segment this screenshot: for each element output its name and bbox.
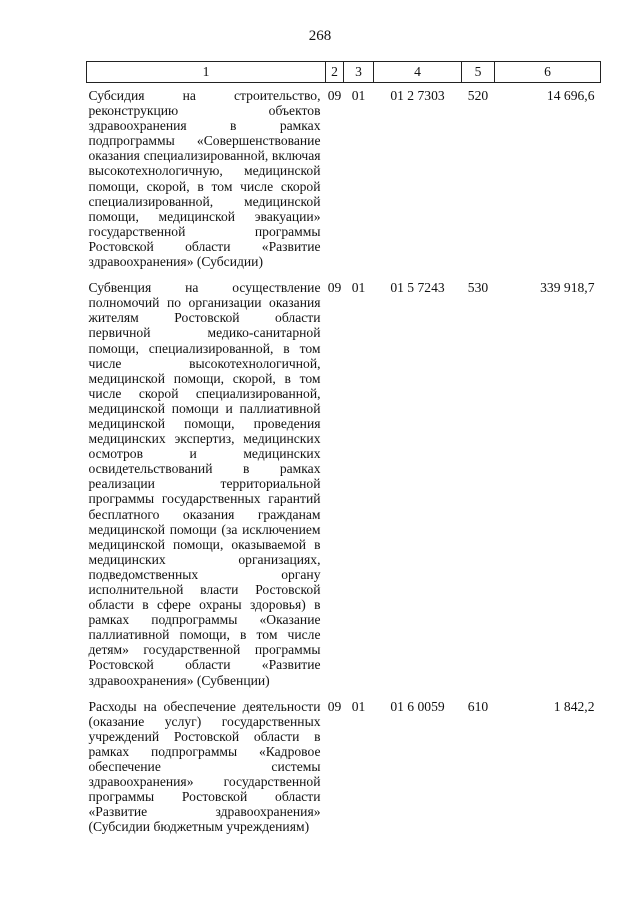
row-description: Субсидия на строительство, реконструкцию объектов здравоохранения в рамках подпрограммы «Совершенствование оказания специализированной, включая высокотехнологичную, медицинской помощи, скорой, в том числе скорой специализированной, медицинской помощи, медицинской эвакуации» государственной программы Ростовской области «Развитие здравоохранения» (Субсидии) <box>88 88 321 270</box>
row-section: 09 <box>327 698 342 714</box>
column-header-description: 1 <box>87 62 326 83</box>
budget-table <box>86 61 601 841</box>
row-description: Субвенция на осуществление полномочий по организации оказания жителям Ростовской области первичной медико-санитарной помощи, специализированной, в том числе высокотехнологичной, медицинской помощи, скорой, в том числе скорой специализированной, медицинской помощи и паллиативной медицинской помощи, проведения медицинских экспертиз, медицинских осмотров и медицинских освидетельствований в рамках реализации территориальной программы государственных гарантий бесплатного оказания гражданам медицинской помощи (за исключением медицинской помощи, оказываемой в медицинских организациях, подведомственных органу исполнительной власти Ростовской области в сфере охраны здоровья) в рамках подпрограммы «Оказание паллиативной помощи, в том числе детям» государственной программы Ростовской области «Развитие здравоохранения» (Субвенции) <box>88 280 321 688</box>
row-target-article: 01 2 7303 <box>390 88 445 103</box>
column-header-target-article: 4 <box>374 62 462 83</box>
column-header-amount: 6 <box>495 62 601 83</box>
row-section: 09 <box>327 88 342 103</box>
table-row <box>87 275 601 694</box>
page-number: 268 <box>308 28 332 44</box>
row-section: 09 <box>327 280 342 296</box>
row-amount: 14 696,6 <box>546 88 595 103</box>
column-header-expense-type: 5 <box>462 62 495 83</box>
row-subsection: 01 <box>351 698 366 714</box>
row-expense-type: 530 <box>467 280 489 296</box>
column-header-subsection: 3 <box>344 62 374 83</box>
row-amount: 1 842,2 <box>553 698 595 714</box>
table-row <box>87 694 601 841</box>
row-subsection: 01 <box>351 88 366 103</box>
table-row <box>87 83 601 276</box>
header-row <box>87 62 601 83</box>
row-target-article: 01 6 0059 <box>390 698 445 714</box>
row-expense-type: 610 <box>467 698 489 714</box>
row-expense-type: 520 <box>467 88 489 103</box>
column-header-section: 2 <box>326 62 344 83</box>
row-description: Расходы на обеспечение деятельности (оказание услуг) государственных учреждений Ростовской области в рамках подпрограммы «Кадровое обеспечение системы здравоохранения» государственной программы Ростовской области «Развитие здравоохранения» (Субсидии бюджетным учреждениям) <box>88 698 321 835</box>
row-subsection: 01 <box>351 280 366 296</box>
row-target-article: 01 5 7243 <box>390 280 445 296</box>
row-amount: 339 918,7 <box>540 280 595 296</box>
